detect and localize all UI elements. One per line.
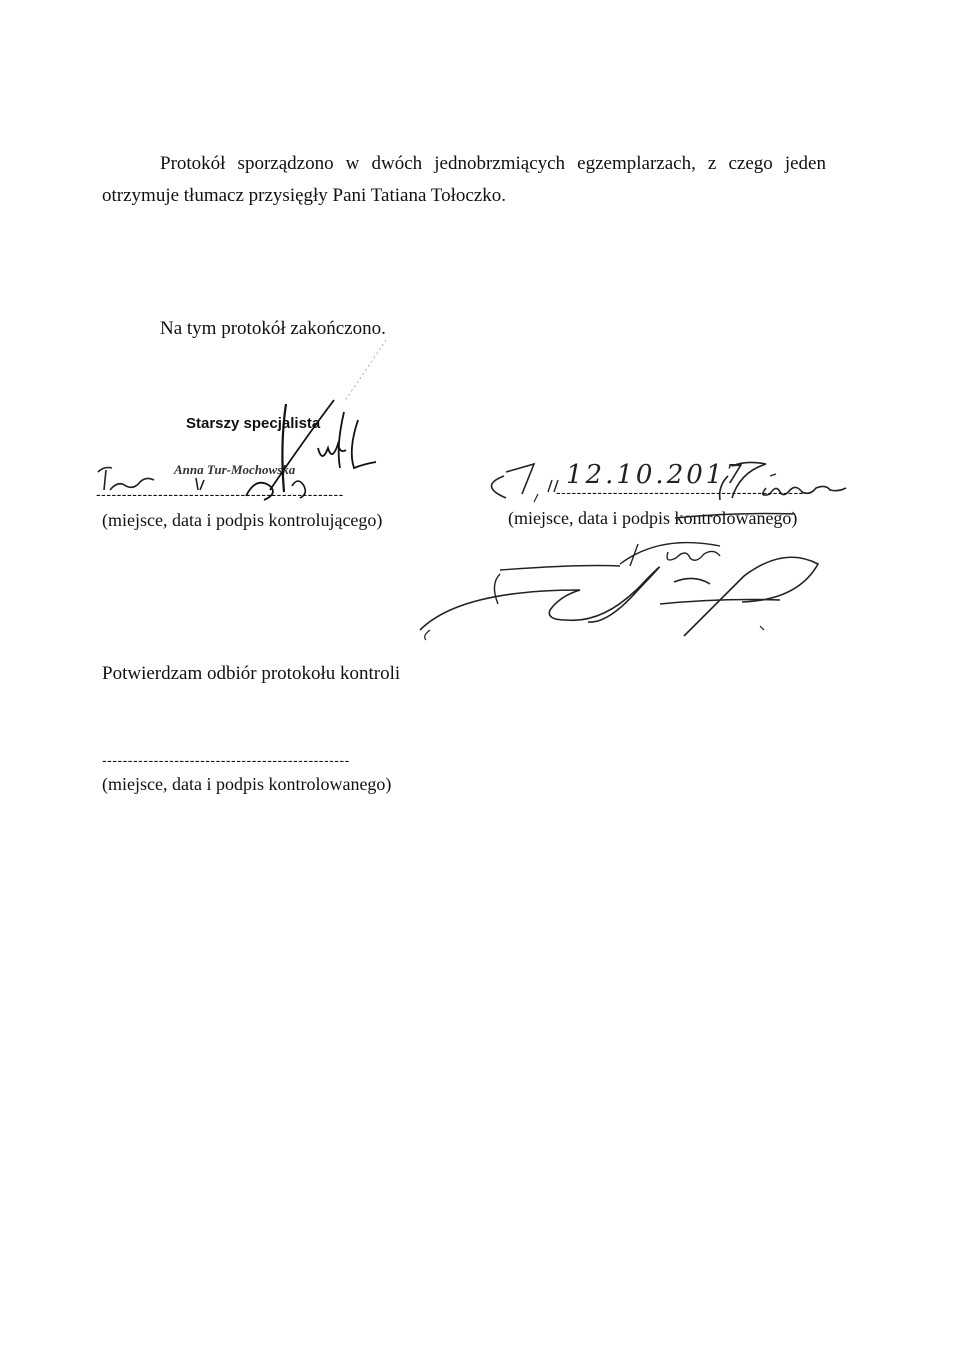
controller-caption: (miejsce, data i podpis kontrolującego) [102,510,383,530]
confirmation-text: Potwierdzam odbiór protokołu kontroli [102,663,401,684]
controlled-caption: (miejsce, data i podpis kontrolowanego) [508,508,798,528]
controller-handwritten-signature [96,400,406,500]
paragraph-line-1: Protokół sporządzono w dwóch jednobrzmiących egzemplarzach, z czego jeden [160,153,826,174]
stamp-name: Anna Tur-Mochowska [174,462,296,477]
controller-dash-line: ------------------------------------------------ [96,486,344,502]
controlled-signature-block [470,440,850,650]
controlled-dash-line: ------------------------------------------------ [556,484,804,500]
confirmation-caption: (miejsce, data i podpis kontrolowanego) [102,774,392,794]
closing-statement: Na tym protokół zakończono. [160,318,386,339]
controlled-date-text: 12.10.2017 [566,460,745,490]
stamp-title: Starszy specjalista [186,415,321,432]
paragraph-line-2: otrzymuje tłumacz przysięgły Pani Tatiana Tołoczko. [102,185,506,206]
caption-strike-through [470,440,850,540]
confirmation-dash-line: ------------------------------------------------ [102,752,350,768]
controller-signature-block [96,400,406,540]
